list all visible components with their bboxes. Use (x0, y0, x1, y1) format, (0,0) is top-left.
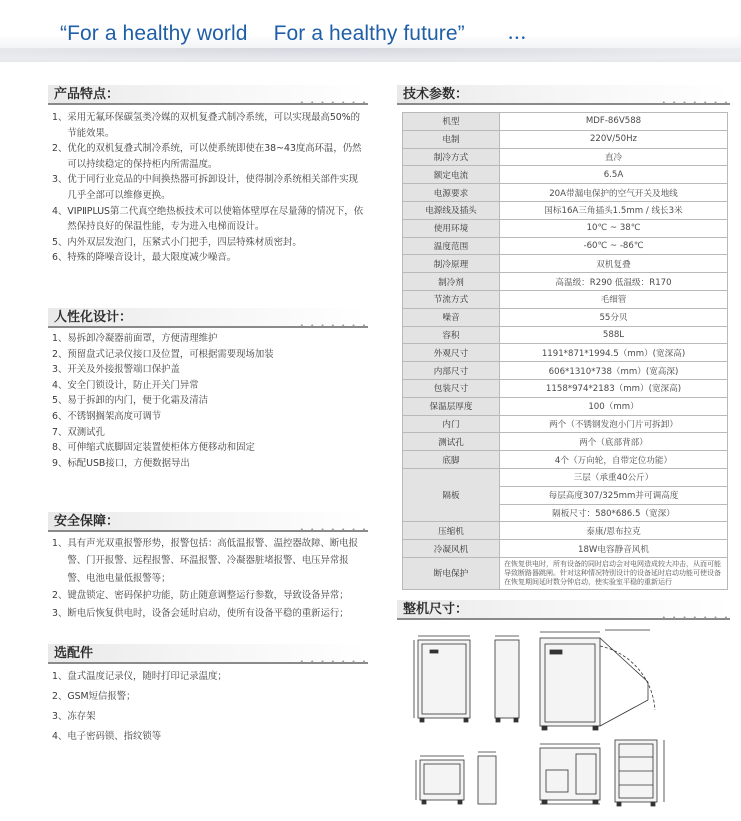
spec-row (403, 219, 728, 237)
list-item-number: 1、 (52, 671, 68, 682)
list-item-number: 7、 (52, 426, 68, 438)
dimensions-header (397, 600, 730, 620)
spec-value: 直冷 (500, 148, 728, 166)
spec-value: MDF-86V588 (500, 113, 728, 131)
spec-key: 断电保护 (403, 557, 500, 589)
spec-key: 额定电流 (403, 166, 500, 184)
safety-list (52, 535, 364, 622)
spec-value: 18W电容静音风机 (500, 540, 728, 558)
header-dots: • • • • • • • (299, 658, 368, 666)
list-item (52, 172, 364, 203)
list-item (52, 347, 364, 363)
spec-key: 制冷剂 (403, 273, 500, 291)
spec-row (403, 308, 728, 326)
humane-title: 人性化设计： (54, 310, 133, 325)
spec-value: 10℃ ~ 38℃ (500, 219, 728, 237)
spec-row (403, 201, 728, 219)
slogan-dots: ••• (508, 34, 527, 44)
header-dots: • • • • • • • (299, 99, 368, 107)
list-item-number: 3、 (52, 711, 68, 722)
list-item (52, 331, 364, 347)
list-item-text: VIPⅡPLUS第二代真空绝热板技术可以使箱体壁厚在尽量薄的情况下，依然保持良好的保温性能，专为进入电梯而设计。 (67, 205, 364, 233)
header-dots: • • • • • • • (299, 526, 368, 534)
list-item-text: 易于拆卸的内门，便于化霜及清洁 (67, 395, 208, 407)
spec-row (403, 184, 728, 202)
dimension-drawings (400, 620, 730, 815)
list-item-text: 电子密码锁、指纹锁等 (67, 731, 162, 742)
list-item (52, 250, 364, 266)
spec-key: 电源要求 (403, 184, 500, 202)
options-list (52, 667, 364, 747)
list-item-number: 2、 (52, 691, 68, 702)
spec-row (403, 113, 728, 131)
list-item (52, 425, 364, 441)
spec-value: 每层高度307/325mm并可调高度 (500, 486, 728, 504)
list-item-text: 断电后恢复供电时，设备会延时启动，使所有设备平稳的重新运行； (67, 607, 349, 619)
spec-row (403, 148, 728, 166)
list-item-number: 1、 (52, 538, 68, 549)
list-item-number: 3、 (52, 174, 68, 186)
spec-table (402, 112, 728, 590)
list-item-text: 采用无氟环保碳氢类冷媒的双机复叠式制冷系统，可以实现最高50%的节能效果。 (67, 112, 361, 139)
list-item-text: 冻存架 (67, 711, 96, 722)
list-item-text: 预留盘式记录仪接口及位置，可根据需要现场加装 (67, 348, 274, 360)
spec-row (403, 255, 728, 273)
spec-row (403, 344, 728, 362)
list-item-text: 盘式温度记录仪，随时打印记录温度； (67, 671, 227, 682)
spec-value: 两个（不锈钢发泡小门片可拆卸） (500, 415, 728, 433)
list-item (52, 440, 364, 456)
slogan-banner (0, 0, 741, 62)
spec-value: 1191*871*1994.5（mm）(宽深高) (500, 344, 728, 362)
spec-row (403, 166, 728, 184)
list-item-number: 4、 (52, 205, 68, 217)
spec-value: 100（mm） (500, 397, 728, 415)
list-item (52, 204, 364, 235)
list-item-text: 优于同行业竞品的中间换热器可拆卸设计，使得制冷系统相关部件实现几乎全部可以维修更换。 (67, 174, 358, 201)
spec-key: 使用环境 (403, 219, 500, 237)
list-item-text: 具有声光双重报警形势，报警包括：高低温报警、温控器故障、断电报警、门开报警、远程报警、环温报警、冷凝器脏堵报警、电压异常报警、电池电量低报警等； (67, 538, 358, 584)
header-dots: • • • • • • • (661, 99, 730, 107)
list-item-text: 标配USB接口，方便数据导出 (67, 457, 190, 469)
spec-value: 606*1310*738（mm）(宽高深) (500, 362, 728, 380)
list-item-number: 1、 (52, 112, 68, 123)
list-item-number: 2、 (52, 590, 68, 602)
list-item (52, 687, 364, 707)
spec-row (403, 379, 728, 397)
spec-row (403, 468, 728, 486)
humane-list (52, 331, 364, 471)
open-door-drawing (540, 630, 655, 730)
spec-value: -60℃ ~ -86℃ (500, 237, 728, 255)
spec-row (403, 397, 728, 415)
list-item-number: 6、 (52, 410, 68, 422)
spec-value: 20A带漏电保护的空气开关及地线 (500, 184, 728, 202)
spec-row (403, 237, 728, 255)
spec-value: 泰康/恩布拉克 (500, 522, 728, 540)
list-item-text: 不锈钢搁架高度可调节 (67, 410, 162, 422)
list-item-text: 内外双层发泡门，压紧式小门把手，四层特殊材质密封。 (67, 236, 302, 248)
spec-key: 包装尺寸 (403, 379, 500, 397)
list-item (52, 456, 364, 472)
spec-key: 机型 (403, 113, 500, 131)
list-item-number: 4、 (52, 731, 68, 742)
rear-view-drawing (478, 752, 496, 804)
spec-key: 电制 (403, 130, 500, 148)
spec-row (403, 433, 728, 451)
list-item (52, 605, 364, 622)
list-item (52, 393, 364, 409)
spec-row (403, 540, 728, 558)
humane-header (48, 308, 368, 328)
interior-view-drawing (615, 740, 664, 806)
spec-key: 保温层厚度 (403, 397, 500, 415)
list-item-number: 9、 (52, 457, 68, 469)
spec-value: 1158*974*2183（mm）(宽深高) (500, 379, 728, 397)
list-item (52, 409, 364, 425)
spec-key: 外观尺寸 (403, 344, 500, 362)
list-item-number: 2、 (52, 143, 68, 155)
spec-key: 制冷原理 (403, 255, 500, 273)
spec-key: 内部尺寸 (403, 362, 500, 380)
spec-value: 220V/50Hz (500, 130, 728, 148)
list-item-number: 5、 (52, 236, 68, 248)
spec-key: 内门 (403, 415, 500, 433)
list-item (52, 707, 364, 727)
list-item-number: 3、 (52, 364, 68, 376)
spec-key: 冷凝风机 (403, 540, 500, 558)
list-item (52, 141, 364, 172)
spec-value: 两个（底部背部） (500, 433, 728, 451)
options-title: 选配件 (54, 646, 94, 661)
list-item (52, 727, 364, 747)
spec-key: 温度范围 (403, 237, 500, 255)
spec-row (403, 451, 728, 469)
options-header (48, 644, 368, 664)
header-dots: • • • • • • • (299, 322, 368, 330)
list-item (52, 235, 364, 251)
spec-row (403, 415, 728, 433)
base-front-drawing (540, 744, 600, 804)
spec-value: 高温级：R290 低温级：R170 (500, 273, 728, 291)
spec-key: 电源线及插头 (403, 201, 500, 219)
front-view-drawing (414, 636, 470, 722)
specs-header (397, 85, 730, 105)
spec-key: 隔板 (403, 468, 500, 521)
top-view-drawing (416, 756, 464, 804)
slogan-left: “For a healthy world (60, 22, 248, 45)
list-item-text: 键盘锁定、密码保护功能，防止随意调整运行参数，导致设备异常； (67, 590, 349, 602)
spec-key: 容积 (403, 326, 500, 344)
spec-row (403, 362, 728, 380)
specs-title: 技术参数： (403, 87, 469, 102)
list-item-text: 开关及外接报警端口保护盖 (67, 364, 180, 376)
spec-value: 三层（承重40公斤） (500, 468, 728, 486)
list-item (52, 362, 364, 378)
list-item (52, 587, 364, 604)
list-item (52, 667, 364, 687)
list-item-text: 特殊的降噪音设计，最大限度减少噪音。 (67, 252, 237, 264)
features-header (48, 85, 368, 105)
header-dots: • • • • • • • (661, 614, 730, 622)
spec-row (403, 326, 728, 344)
spec-value: 55分贝 (500, 308, 728, 326)
spec-row (403, 130, 728, 148)
spec-value: 4个（万向轮，自带定位功能） (500, 451, 728, 469)
list-item (52, 110, 364, 141)
spec-key: 噪音 (403, 308, 500, 326)
spec-value: 在恢复供电时，所有设备的同时启动会对电网造成较大冲击，从而可能导致断路器跳闸。针对这种情况特别设计的设备延时启动功能可使设备在恢复期间延时数分钟启动，使实验室平稳的重新运行 (500, 557, 728, 589)
spec-value: 588L (500, 326, 728, 344)
features-list (52, 110, 364, 266)
dimensions-title: 整机尺寸： (403, 602, 469, 617)
list-item (52, 378, 364, 394)
side-view-drawing (495, 636, 519, 722)
list-item-text: 易拆卸冷凝器前面罩，方便清理维护 (67, 333, 218, 344)
spec-row (403, 522, 728, 540)
list-item-number: 4、 (52, 379, 68, 391)
spec-row (403, 290, 728, 308)
list-item-text: 可伸缩式底脚固定装置使柜体方便移动和固定 (67, 442, 255, 454)
spec-value: 国标16A三角插头1.5mm / 线长3米 (500, 201, 728, 219)
spec-key: 压缩机 (403, 522, 500, 540)
spec-value: 双机复叠 (500, 255, 728, 273)
features-title: 产品特点： (54, 87, 120, 102)
spec-row (403, 273, 728, 291)
list-item-text: GSM短信报警； (67, 691, 136, 702)
list-item-number: 1、 (52, 333, 68, 344)
spec-value: 6.5A (500, 166, 728, 184)
list-item-text: 优化的双机复叠式制冷系统，可以使系统即使在38~43度高环温，仍然可以持续稳定的保持柜内所需温度。 (67, 143, 362, 170)
spec-row (403, 557, 728, 589)
spec-value: 隔板尺寸：580*686.5（宽深） (500, 504, 728, 522)
safety-header (48, 512, 368, 532)
slogan-right: For a healthy future” (273, 22, 465, 45)
slogan-text (60, 22, 465, 46)
list-item-number: 2、 (52, 348, 68, 360)
spec-key: 制冷方式 (403, 148, 500, 166)
spec-key: 底脚 (403, 451, 500, 469)
spec-key: 测试孔 (403, 433, 500, 451)
list-item-number: 5、 (52, 395, 68, 407)
list-item-text: 双测试孔 (67, 426, 105, 438)
list-item-text: 安全门锁设计，防止开关门异常 (67, 379, 199, 391)
list-item-number: 6、 (52, 252, 68, 264)
list-item (52, 535, 364, 587)
spec-value: 毛细管 (500, 290, 728, 308)
list-item-number: 8、 (52, 442, 68, 454)
spec-key: 节流方式 (403, 290, 500, 308)
list-item-number: 3、 (52, 607, 68, 619)
safety-title: 安全保障： (54, 514, 120, 529)
